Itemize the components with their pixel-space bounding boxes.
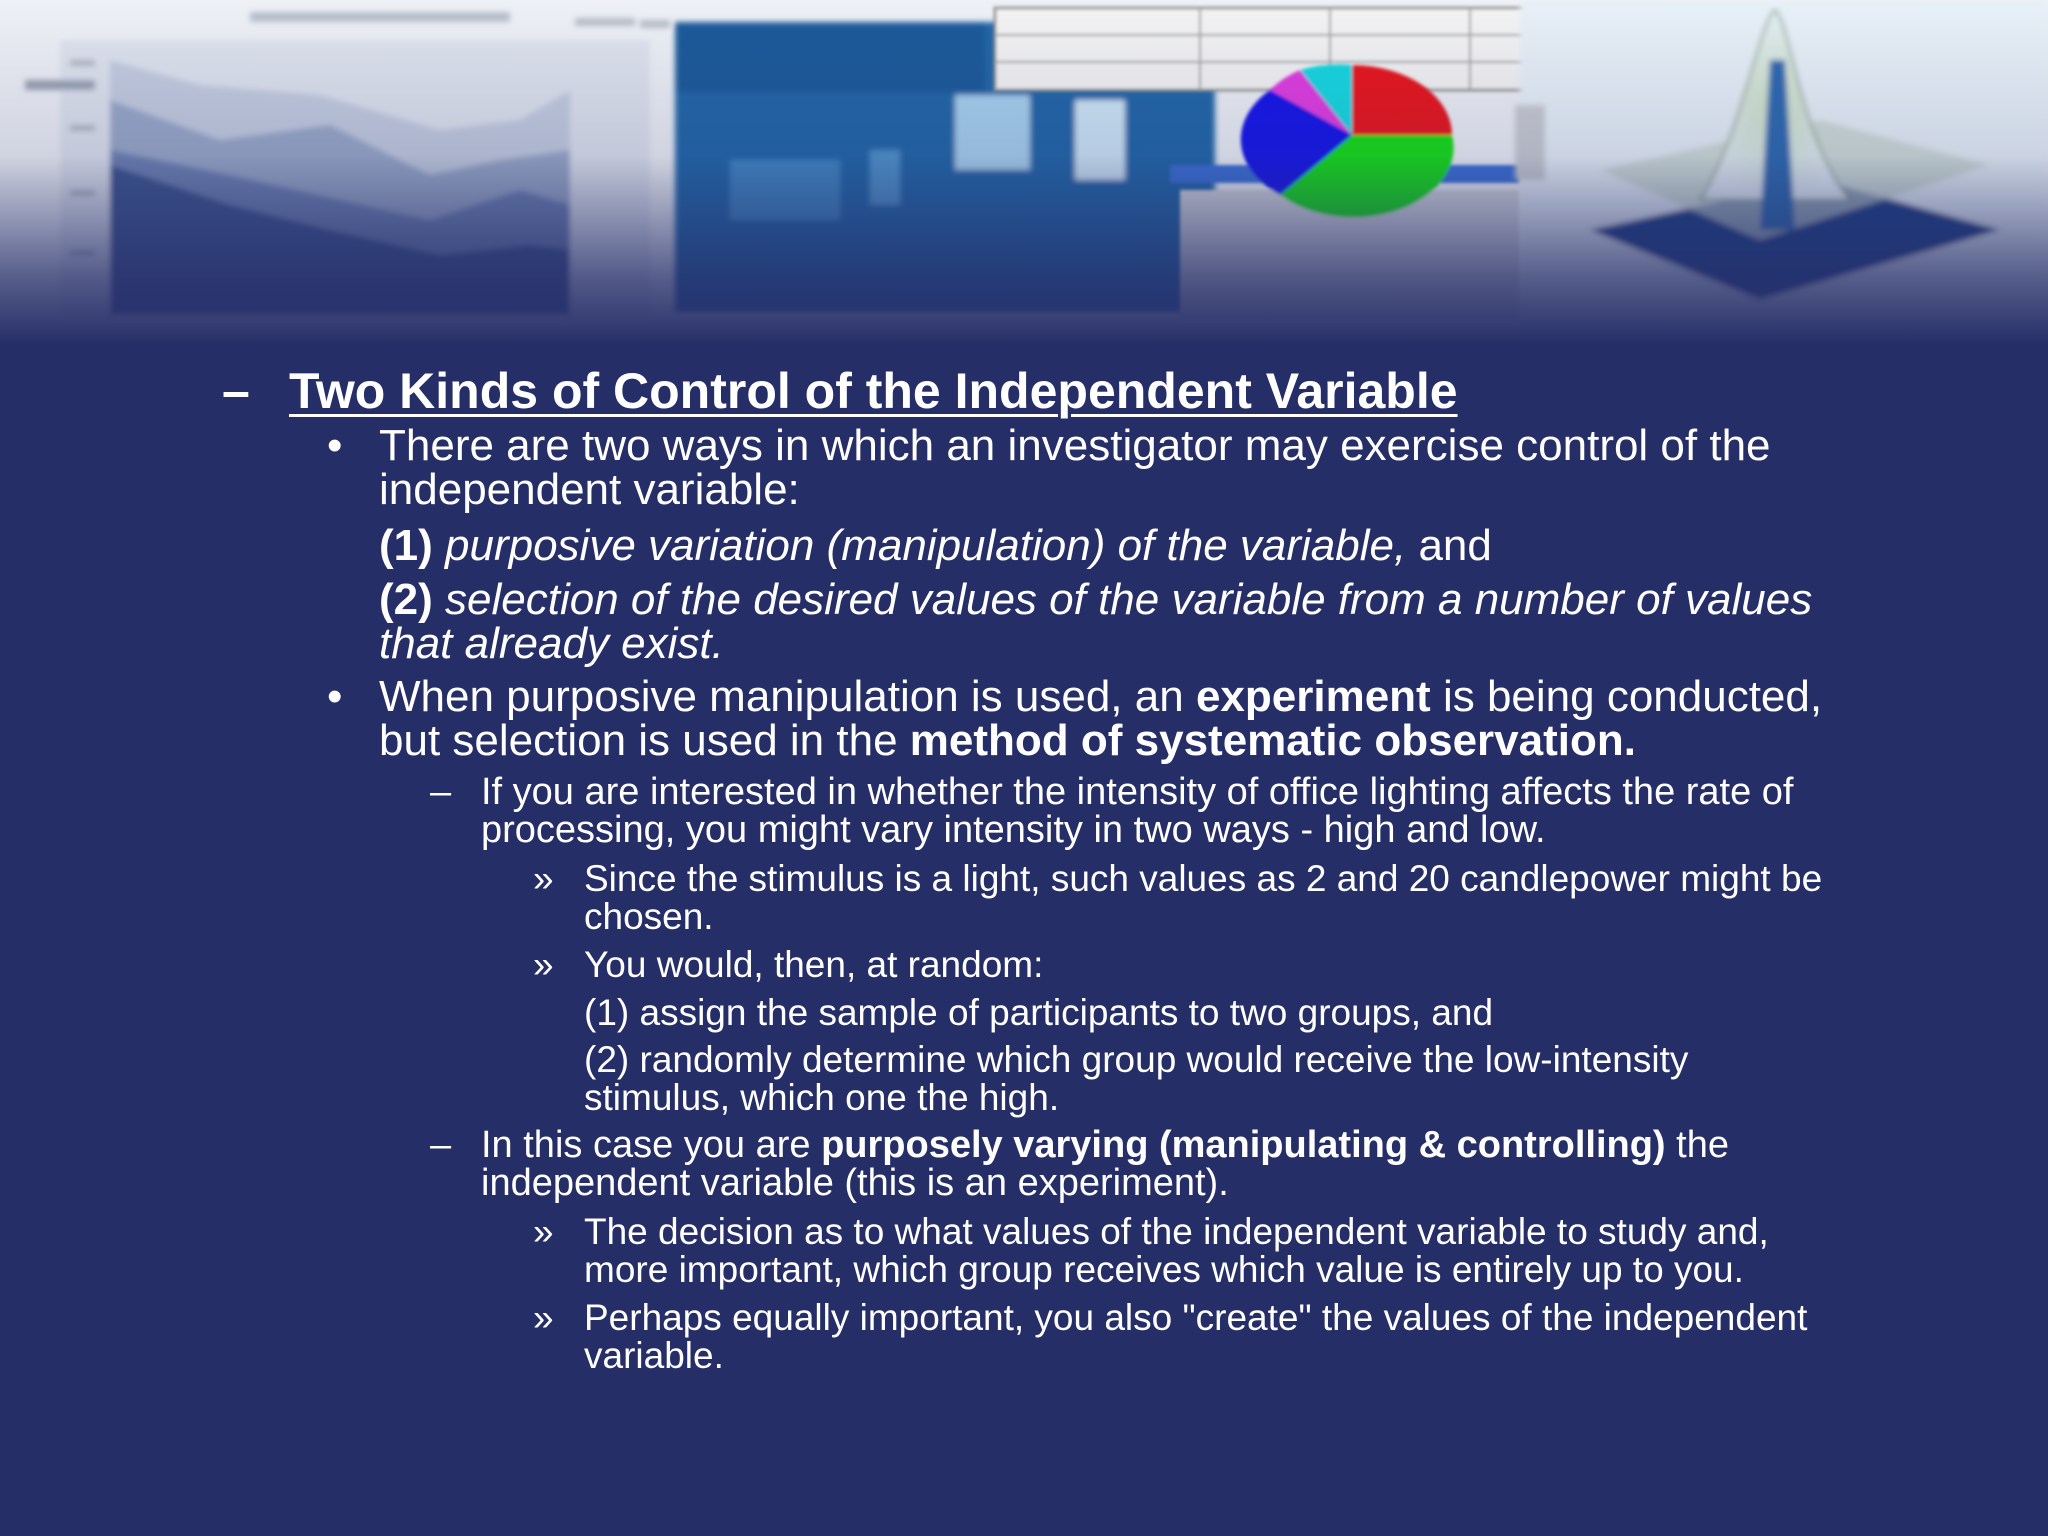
option2-line2 <box>379 619 724 668</box>
sub1b-step1: (1) assign the sample of participants to two groups, and <box>584 992 1494 1033</box>
option1-line <box>379 521 1492 570</box>
sub1b-step2-line2: stimulus, which one the high. <box>584 1077 1060 1118</box>
option1-number: (1) <box>379 521 433 570</box>
sub-dash-marker: – <box>430 771 452 813</box>
sub2-line1-post: the <box>1676 1124 1729 1166</box>
sub1-line1: If you are interested in whether the intensity of office lighting affects the rate of <box>481 771 1794 813</box>
purposely-varying-term: purposely varying (manipulating & controlling) <box>821 1124 1666 1166</box>
heading-dash-marker: – <box>222 363 250 419</box>
sub-sub-marker: » <box>533 944 554 985</box>
option2-line1 <box>379 575 1813 624</box>
bullet1-line2: independent variable: <box>379 465 800 514</box>
sub2-line2: independent variable (this is an experiment). <box>481 1162 1229 1204</box>
sub1b-line1: You would, then, at random: <box>584 944 1044 985</box>
sub1a-line1: Since the stimulus is a light, such values as 2 and 20 candlepower might be <box>584 858 1823 899</box>
header-banner-image <box>0 0 2048 345</box>
bullet-marker: • <box>327 421 343 470</box>
sub-dash-marker: – <box>430 1124 452 1166</box>
sub2b-line2: variable. <box>584 1335 724 1376</box>
bullet2-line2-pre: but selection is used in the <box>379 716 898 765</box>
banner-charts-collage <box>0 0 2048 345</box>
option2-number: (2) <box>379 575 433 624</box>
option2-text-line2: that already exist. <box>379 619 724 668</box>
bullet-marker: • <box>327 672 343 721</box>
sub1b-step2-line1: (2) randomly determine which group would receive the low-intensity <box>584 1039 1689 1080</box>
sub1a-line2: chosen. <box>584 896 714 937</box>
sub2b-line1: Perhaps equally important, you also "create" the values of the independent <box>584 1297 1808 1338</box>
sub2-line1-pre: In this case you are <box>481 1124 811 1166</box>
sub-sub-marker: » <box>533 1297 554 1338</box>
bullet1-line1: There are two ways in which an investigator may exercise control of the <box>379 421 1771 470</box>
systematic-observation-term: method of systematic observation. <box>909 716 1636 765</box>
option1-suffix: and <box>1418 521 1492 570</box>
option1-text: purposive variation (manipulation) of the variable, <box>445 521 1407 570</box>
experiment-term: experiment <box>1195 672 1431 721</box>
sub2a-line2: more important, which group receives which value is entirely up to you. <box>584 1249 1744 1290</box>
sub-sub-marker: » <box>533 1211 554 1252</box>
bullet2-line1-pre: When purposive manipulation is used, an <box>379 672 1184 721</box>
sub1-line2: processing, you might vary intensity in two ways - high and low. <box>481 809 1546 851</box>
sub-sub-marker: » <box>533 858 554 899</box>
bullet2-line1-post: is being conducted, <box>1442 672 1823 721</box>
sub2-line1 <box>481 1126 1729 1164</box>
sub2a-line1: The decision as to what values of the independent variable to study and, <box>584 1211 1769 1252</box>
bullet2-line2 <box>379 716 1636 765</box>
option2-text-line1: selection of the desired values of the variable from a number of values <box>445 575 1813 624</box>
section-heading: Two Kinds of Control of the Independent Variable <box>289 363 1458 419</box>
bullet2-line1 <box>379 672 1823 721</box>
